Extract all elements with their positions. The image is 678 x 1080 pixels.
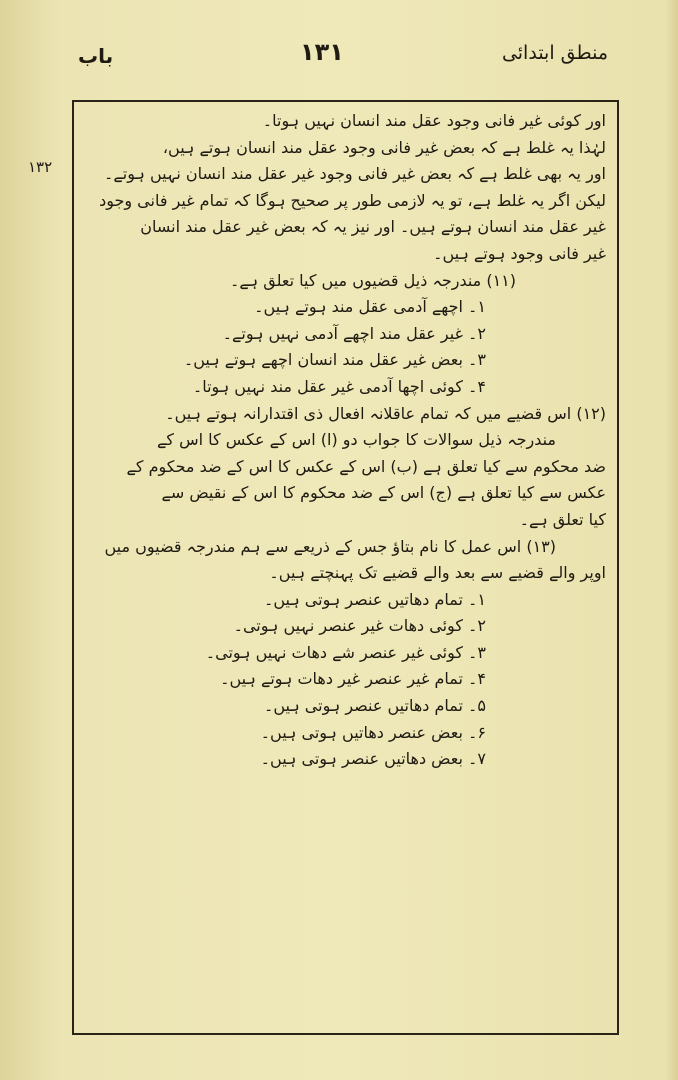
page-number: ۱۳۱ (300, 38, 344, 66)
chapter-label: باب (78, 44, 114, 68)
running-title: منطق ابتدائی (501, 42, 608, 64)
list-item: ۳۔ کوئی غیر عنصر شے دھات نہیں ہوتی۔ (205, 642, 486, 662)
text-line: اور یہ بھی غلط ہے کہ بعض غیر فانی وجود غیر عقل مند انسان نہیں ہوتے۔ (104, 164, 606, 184)
margin-note: ۱۳۲ (28, 158, 53, 176)
list-item: ۲۔ غیر عقل مند اچھے آدمی نہیں ہوتے۔ (222, 323, 486, 343)
list-item: ۱۔ اچھے آدمی عقل مند ہوتے ہیں۔ (254, 297, 486, 317)
page-header (0, 38, 678, 82)
question-heading: (۱۳) اس عمل کا نام بتاؤ جس کے ذریعے سے ہم مندرجہ قضیوں میں (104, 536, 556, 556)
text-line: اوپر والے قضیے سے بعد والے قضیے تک پہنچتے ہیں۔ (269, 563, 606, 583)
text-line: اور کوئی غیر فانی وجود عقل مند انسان نہیں ہوتا۔ (262, 111, 606, 130)
list-item: ۲۔ کوئی دھات غیر عنصر نہیں ہوتی۔ (233, 616, 486, 636)
text-line: عکس سے کیا تعلق ہے (ج) اس کے ضد محکوم کا اس کے نقیض سے (161, 483, 606, 503)
list-item: ۴۔ کوئی اچھا آدمی غیر عقل مند نہیں ہوتا۔ (192, 376, 486, 396)
list-item: ۱۔ تمام دھاتیں عنصر ہوتی ہیں۔ (263, 589, 486, 609)
body-text (88, 108, 606, 773)
question-heading: (۱۲) اس قضیے میں کہ تمام عاقلانہ افعال ذی اقتدارانہ ہوتے ہیں۔ (165, 403, 606, 423)
list-item: ۴۔ تمام غیر عنصر غیر دھات ہوتے ہیں۔ (220, 669, 486, 689)
text-line: غیر فانی وجود ہوتے ہیں۔ (433, 243, 606, 263)
page-edge-shadow (666, 0, 678, 1080)
text-line: غیر عقل مند انسان ہوتے ہیں۔ اور نیز یہ کہ بعض غیر عقل مند انسان (140, 217, 606, 237)
text-line: لہٰذا یہ غلط ہے کہ بعض غیر فانی وجود عقل مند انسان ہوتے ہیں، (162, 137, 606, 157)
text-line: لیکن اگر یہ غلط ہے، تو یہ لازمی طور پر صحیح ہوگا کہ تمام غیر فانی وجود (99, 190, 606, 210)
text-line: مندرجہ ذیل سوالات کا جواب دو (ا) اس کے عکس کا اس کے (157, 430, 556, 450)
text-line: کیا تعلق ہے۔ (519, 509, 606, 529)
list-item: ۳۔ بعض غیر عقل مند انسان اچھے ہوتے ہیں۔ (183, 350, 486, 370)
list-item: ۶۔ بعض عنصر دھاتیں ہوتی ہیں۔ (260, 722, 486, 742)
question-heading: (۱۱) مندرجہ ذیل قضیوں میں کیا تعلق ہے۔ (230, 270, 516, 290)
text-line: ضد محکوم سے کیا تعلق ہے (ب) اس کے عکس کا اس کے ضد محکوم کے (126, 456, 606, 476)
list-item: ۷۔ بعض دھاتیں عنصر ہوتی ہیں۔ (260, 749, 486, 769)
list-item: ۵۔ تمام دھاتیں عنصر ہوتی ہیں۔ (263, 696, 486, 716)
